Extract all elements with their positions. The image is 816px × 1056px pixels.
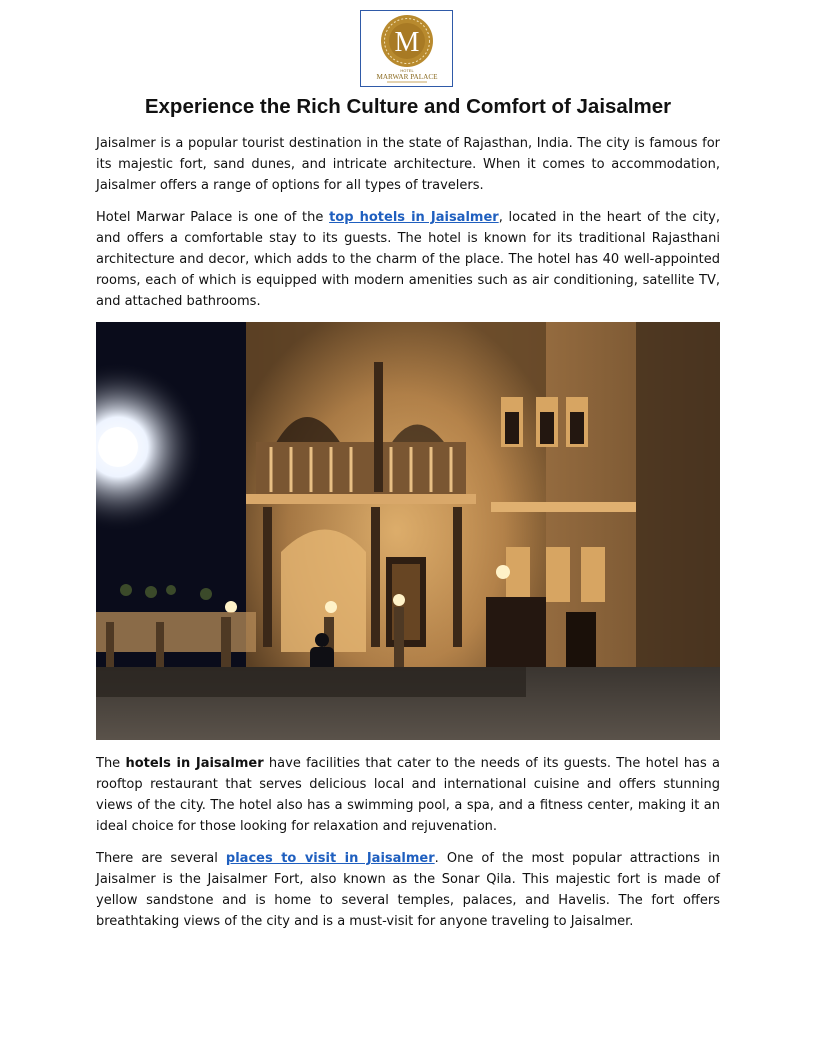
logo-brand-name: MARWAR PALACE	[376, 73, 438, 81]
logo-emblem-icon	[361, 11, 451, 85]
hotel-logo	[360, 10, 453, 87]
para3-after: have facilities that cater to the needs of its guests. The hotel has a rooftop restaurant that serves delicious local and international cuisine and offers stunning views of the city. The hotel also has a swimming pool, a spa, and a fitness center, making it an ideal choice for those looking for relaxation and rejuvenation.	[96, 756, 721, 834]
para2-after: , located in the heart of the city, and offers a comfortable stay to its guests. The hotel is known for its traditional Rajasthani architecture and decor, which adds to the charm of the place. The hotel has 40 well-appointed rooms, each of which is equipped with modern amenities such as air conditioning, satellite TV, and attached bathrooms.	[96, 210, 720, 309]
para4-before: There are several	[96, 851, 226, 866]
logo-small-text: HOTEL	[400, 68, 414, 73]
logo-letter: M	[394, 27, 420, 58]
page-title: Experience the Rich Culture and Comfort of Jaisalmer	[144, 95, 672, 118]
para3-before: The	[96, 756, 126, 771]
places-paragraph	[96, 848, 720, 932]
para2-before: Hotel Marwar Palace is one of the	[96, 210, 330, 225]
para4-after: . One of the most popular attractions in Jaisalmer is the Jaisalmer Fort, also known as the Sonar Qila. This majestic fort is made of yellow sandstone and is home to several temples, palaces, and Havelis. The fort offers breathtaking views of the city and is a must-visit for anyone traveling to Jaisalmer.	[96, 851, 720, 929]
hotel-paragraph	[96, 207, 720, 312]
places-to-visit-link[interactable]: places to visit in Jaisalmer	[225, 851, 435, 866]
top-hotels-link[interactable]: top hotels in Jaisalmer	[329, 210, 499, 225]
hotel-night-photo	[96, 322, 720, 740]
intro-paragraph: Jaisalmer is a popular tourist destination in the state of Rajasthan, India. The city is famous for its majestic fort, sand dunes, and intricate architecture. When it comes to accommodation, Jaisalmer offers a range of options for all types of travelers.	[96, 136, 720, 193]
hotels-in-jaisalmer-bold: hotels in Jaisalmer	[125, 756, 264, 771]
facilities-paragraph	[96, 753, 720, 837]
